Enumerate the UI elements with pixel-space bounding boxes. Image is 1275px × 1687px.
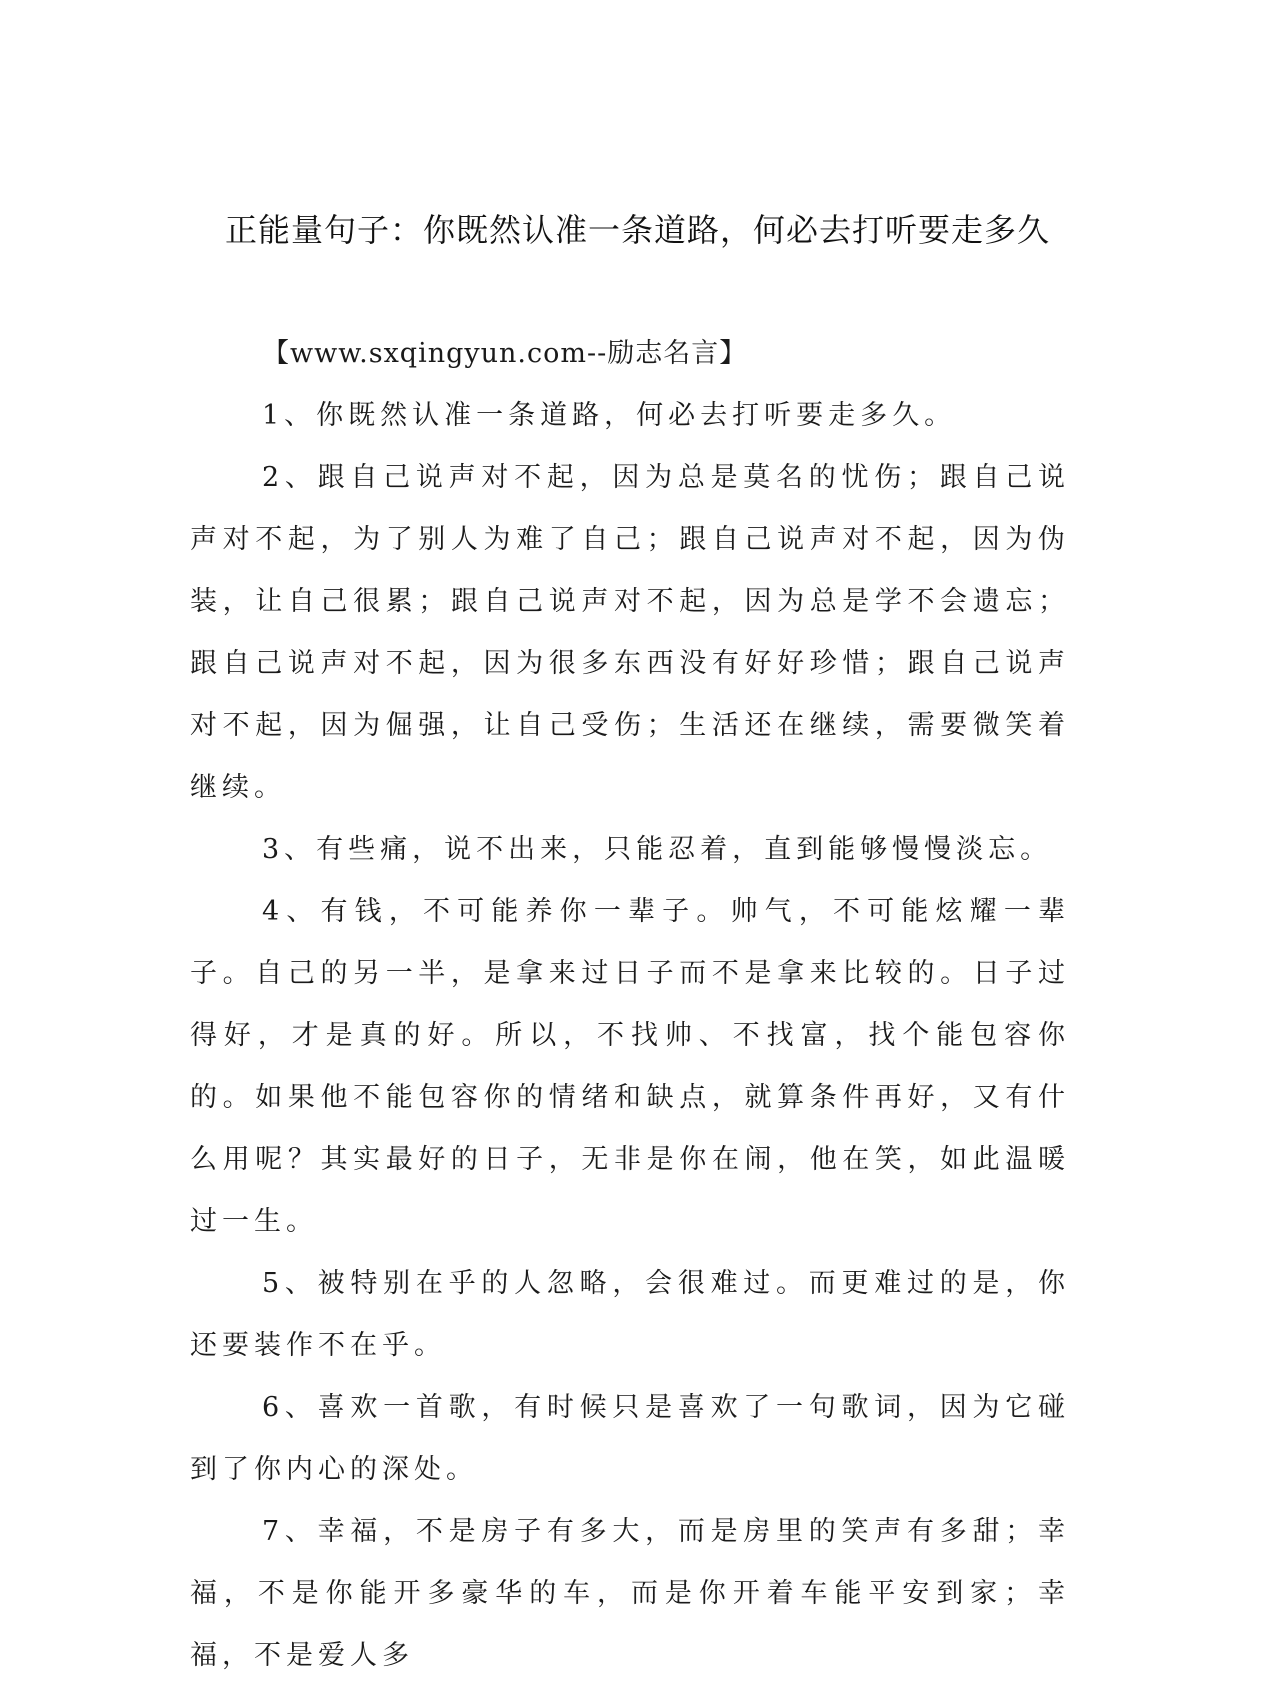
paragraph-7: 7、幸福，不是房子有多大，而是房里的笑声有多甜；幸福，不是你能开多豪华的车，而是你开着车能平安到家；幸福，不是爱人多 [190, 1516, 1070, 1671]
document-body [190, 323, 1070, 1687]
paragraph-1: 1、你既然认准一条道路，何必去打听要走多久。 [262, 400, 957, 431]
paragraph-2: 2、跟自己说声对不起，因为总是莫名的忧伤；跟自己说声对不起，为了别人为难了自己；跟自己说声对不起，因为伪装，让自己很累；跟自己说声对不起，因为总是学不会遗忘；跟自己说声对不起，因为很多东西没有好好珍惜；跟自己说声对不起，因为倔强，让自己受伤；生活还在继续，需要微笑着继续。 [190, 462, 1070, 803]
page-title: 正能量句子：你既然认准一条道路，何必去打听要走多久 [224, 211, 1050, 249]
source-line: 【www.sxqingyun.com--励志名言】 [262, 338, 748, 369]
paragraph-6: 6、喜欢一首歌，有时候只是喜欢了一句歌词，因为它碰到了你内心的深处。 [190, 1392, 1070, 1485]
paragraph-3: 3、有些痛，说不出来，只能忍着，直到能够慢慢淡忘。 [262, 834, 1053, 865]
paragraph-4: 4、有钱，不可能养你一辈子。帅气，不可能炫耀一辈子。自己的另一半，是拿来过日子而不是拿来比较的。日子过得好，才是真的好。所以，不找帅、不找富，找个能包容你的。如果他不能包容你的情绪和缺点，就算条件再好，又有什么用呢？其实最好的日子，无非是你在闹，他在笑，如此温暖过一生。 [190, 896, 1070, 1237]
paragraph-5: 5、被特别在乎的人忽略，会很难过。而更难过的是，你还要装作不在乎。 [190, 1268, 1070, 1361]
